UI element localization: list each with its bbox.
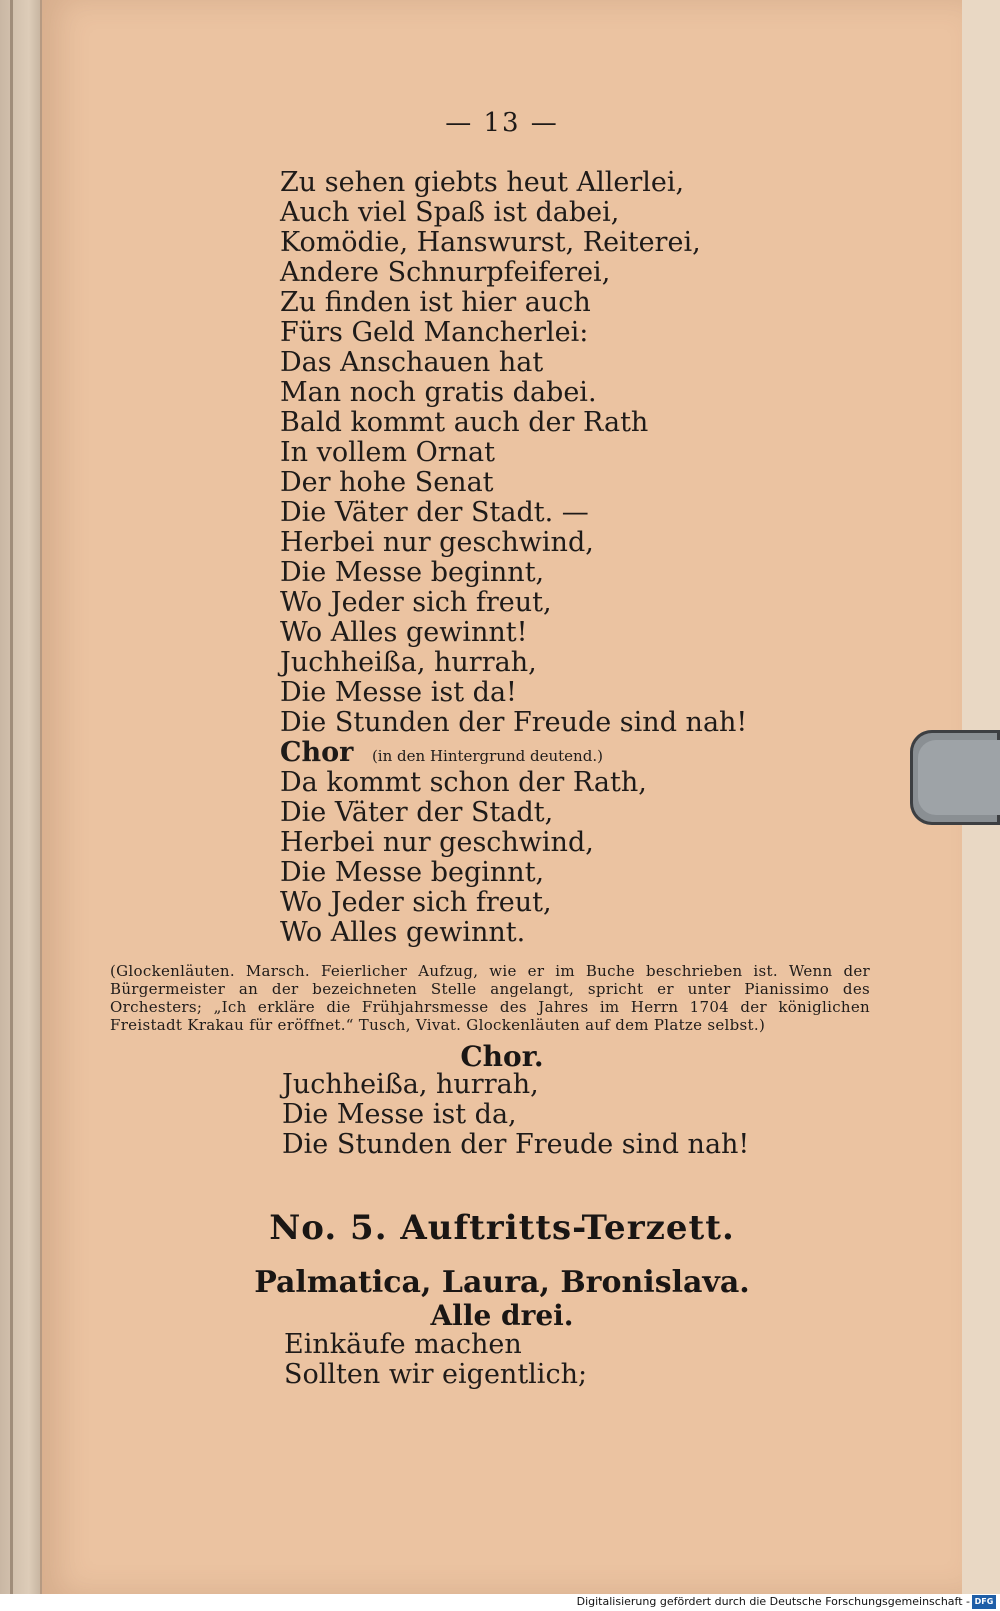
verse-line: Die Messe beginnt, (280, 857, 545, 888)
verse-line: Auch viel Spaß ist dabei, (280, 197, 620, 228)
verse-line: Die Messe ist da! (280, 677, 517, 708)
page-number: — 13 — (445, 108, 559, 138)
verse-line: Juchheißa, hurrah, (282, 1069, 539, 1100)
verse-line: Komödie, Hanswurst, Reiterei, (280, 227, 701, 258)
verse-line: Fürs Geld Mancherlei: (280, 317, 589, 348)
verse-line: Die Väter der Stadt, (280, 797, 554, 828)
verse-block-3 (282, 1070, 922, 1160)
verse-line: Andere Schnurpfeiferei, (280, 257, 611, 288)
verse-line: Die Väter der Stadt. — (280, 497, 589, 528)
verse-line: Zu sehen giebts heut Allerlei, (280, 167, 685, 198)
verse-block-2 (280, 768, 920, 948)
verse-line: Man noch gratis dabei. (280, 377, 597, 408)
verse-line: Da kommt schon der Rath, (280, 767, 647, 798)
verse-line: Sollten wir eigentlich; (284, 1359, 588, 1390)
verse-line: Die Stunden der Freude sind nah! (280, 707, 748, 738)
verse-block-1 (280, 168, 920, 738)
verse-line: Die Messe beginnt, (280, 557, 545, 588)
verse-line: Juchheißa, hurrah, (280, 647, 537, 678)
chor-note: (in den Hintergrund deutend.) (371, 747, 603, 765)
chor-label: Chor (280, 737, 354, 768)
verse-line: Bald kommt auch der Rath (280, 407, 649, 438)
verse-line: Das Anschauen hat (280, 347, 544, 378)
footer-text: Digitalisierung gefördert durch die Deutsche Forschungsgemeinschaft - (576, 1595, 970, 1608)
verse-line: Wo Alles gewinnt! (280, 617, 528, 648)
verse-line: Zu finden ist hier auch (280, 287, 591, 318)
verse-block-4 (284, 1330, 924, 1390)
verse-line: Der hohe Senat (280, 467, 494, 498)
bookmark-tab (910, 730, 1000, 825)
verse-line: Wo Jeder sich freut, (280, 887, 552, 918)
verse-line: Einkäufe machen (284, 1329, 522, 1360)
characters-heading: Palmatica, Laura, Bronislava. (254, 1265, 750, 1300)
alle-drei-heading: Alle drei. (430, 1299, 574, 1332)
stage-direction: (Glockenläuten. Marsch. Feierlicher Aufzug, wie er im Buche beschrieben ist. Wenn der Bürgermeister an der bezeichneten Stelle angelangt, spricht er unter Pianissimo des Orchesters; „Ich erkläre die Frühjahrsmesse des Jahres im Herrn 1704 der königlichen Freistadt Krakau für eröffnet.“ Tusch, Vivat. Glockenläuten auf dem Platze selbst.) (110, 962, 870, 1034)
verse-line: Die Stunden der Freude sind nah! (282, 1129, 750, 1160)
number-heading: No. 5. Auftritts-Terzett. (269, 1208, 735, 1248)
dfg-logo: DFG (972, 1595, 996, 1609)
chor-heading: Chor. (460, 1040, 544, 1073)
footer-bar (0, 1594, 1000, 1611)
verse-line: Die Messe ist da, (282, 1099, 517, 1130)
book-page (40, 0, 962, 1594)
verse-line: Wo Jeder sich freut, (280, 587, 552, 618)
verse-line: Herbei nur geschwind, (280, 527, 594, 558)
verse-line: In vollem Ornat (280, 437, 495, 468)
verse-line: Herbei nur geschwind, (280, 827, 594, 858)
verse-line: Wo Alles gewinnt. (280, 917, 526, 948)
